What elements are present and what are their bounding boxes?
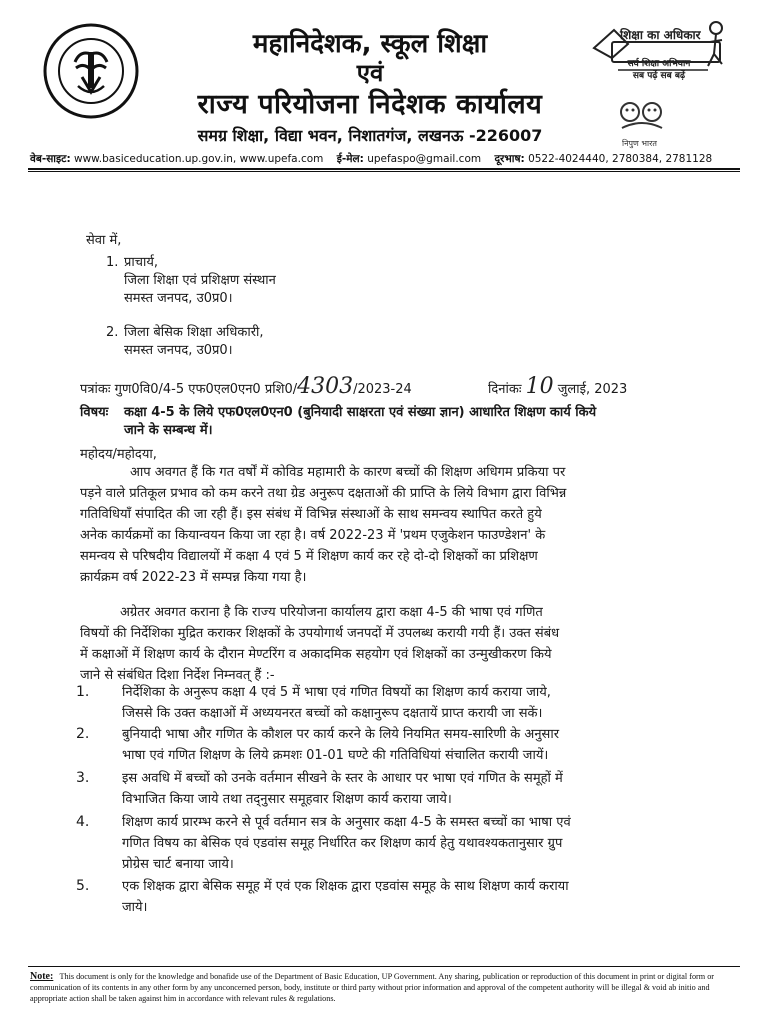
point-line: प्रोग्रेस चार्ट बनाया जाये। [122,857,234,872]
paragraph-1 [80,462,670,588]
header-divider-thin [28,171,740,172]
phone-numbers: 0522-4024440, 2780384, 2781128 [528,153,713,165]
rte-logo-text: शिक्षा का अधिकार [620,28,701,42]
point-line: जाये। [122,900,148,915]
paragraph-1-line: समन्वय से परिषदीय विद्यालयों में कक्षा 4 एवं 5 में शिक्षण कार्य कर रहे दो-दो शिक्षकों का प्रशिक्षण [80,549,538,564]
point-3-number: 3. [76,770,90,786]
paragraph-2-line: में कक्षाओं में शिक्षण कार्य के दौरान मेण्टरिंग व अकादमिक सहयोग एवं शिक्षकों का उन्मुखीकरण किये [80,647,552,662]
point-4-number: 4. [76,814,90,830]
salutation: महोदय/महोदया, [80,447,157,462]
reference-prefix: पत्रांकः गुण0वि0/4-5 एफ0एल0एन0 प्रशि0/ [80,382,298,397]
office-title-line2: एवं [356,59,384,87]
up-government-emblem [42,22,140,120]
office-address: समग्र शिक्षा, विद्या भवन, निशातगंज, लखनऊ -226007 [197,126,543,145]
ssa-tagline-line2: सब पढ़ें सब बढ़ें [632,71,686,81]
recipient2-line1: जिला बेसिक शिक्षा अधिकारी, [124,325,264,340]
office-title-line3: राज्य परियोजना निदेशक कार्यालय [197,89,543,120]
point-3-text [122,768,563,810]
paragraph-2-line: विषयों की निर्देशिका मुद्रित कराकर शिक्षकों के उपयोगार्थ जनपदों में उपलब्ध करायी गयी हैं। उक्त संबंध [80,626,560,641]
reference-suffix: /2023-24 [353,382,412,397]
footer-divider [28,966,740,967]
paragraph-1-line: गतिविधियाँ संपादित की जा रही हैं। इस संबंध में विभिन्न संस्थाओं के साथ समन्वय स्थापित करते हुये [80,507,542,522]
paragraph-2-line: जाने से संबंधित दिशा निर्देश निम्नवत् हैं :- [80,668,275,683]
recipient1-number: 1. [106,255,119,270]
point-line: भाषा एवं गणित शिक्षण के लिये क्रमशः 01-01 घण्टे की गतिविधियां संचालित करायी जायें। [122,748,549,763]
point-4-text [122,812,571,875]
point-line: गणित विषय का बेसिक एवं एडवांस समूह निर्धारित कर शिक्षण कार्य हेतु यथावश्यकतानुसार ग्रुप [122,836,563,851]
office-title-line1: महानिदेशक, स्कूल शिक्षा [252,29,488,59]
paragraph-1-line: आप अवगत हैं कि गत वर्षों में कोविड महामारी के कारण बच्चों की शिक्षण अधिगम प्रकिया पर [130,465,566,480]
point-1-number: 1. [76,684,90,700]
point-line: शिक्षण कार्य प्रारम्भ करने से पूर्व वर्तमान सत्र के अनुसार कक्षा 4-5 के समस्त बच्चों का भाषा एवं [122,815,571,830]
subject-line1: कक्षा 4-5 के लिये एफ0एल0एन0 (बुनियादी साक्षरता एवं संख्या ज्ञान) आधारित शिक्षण कार्य किये [124,405,597,420]
point-2-number: 2. [76,726,90,742]
seva-mein: सेवा में, [86,233,122,248]
point-line: निर्देशिका के अनुरूप कक्षा 4 एवं 5 में भाषा एवं गणित विषयों का शिक्षण कार्य कराया जाये, [122,685,551,700]
point-1-text [122,682,551,724]
recipient2-line2: समस्त जनपद, उ0प्र0। [124,343,233,358]
header-divider [28,168,740,170]
recipient2-number: 2. [106,325,119,340]
date-month-year: जुलाई, 2023 [557,382,628,397]
paragraph-2 [80,602,670,686]
recipient1-line3: समस्त जनपद, उ0प्र0। [124,291,233,306]
point-line: बुनियादी भाषा और गणित के कौशल पर कार्य करने के लिये नियमित समय-सारिणी के अनुसार [122,727,560,742]
point-line: एक शिक्षक द्वारा बेसिक समूह में एवं एक शिक्षक द्वारा एडवांस समूह के साथ शिक्षण कार्य कराया [122,879,569,894]
date-day-handwritten: 10 [525,374,554,399]
date-line [488,374,628,399]
note-label: Note: [30,971,54,982]
reference-number-handwritten: 4303 [297,374,354,399]
ssa-tagline-line1: सर्व शिक्षा अभियान [627,59,691,69]
ssa-tagline [604,58,714,82]
phone-label: दूरभाष: [494,153,525,165]
point-2-text [122,724,559,766]
recipient1-line2: जिला शिक्षा एवं प्रशिक्षण संस्थान [124,273,276,288]
footer-note [30,971,740,1004]
recipient1-line1: प्राचार्य, [124,255,159,270]
point-line: इस अवधि में बच्चों को उनके वर्तमान सीखने के स्तर के आधार पर भाषा एवं गणित के समूहों में [122,771,563,786]
reference-line [80,374,412,399]
nipun-bharat-logo [614,98,670,134]
point-line: जिससे कि उक्त कक्षाओं में अध्ययनरत बच्चों को कक्षानुरूप दक्षतायें प्राप्त करायी जा सकें। [122,706,543,721]
subject-label: विषयः [80,405,109,420]
note-text: This document is only for the knowledge and bonafide use of the Department of Basic Education, UP Government. Any sharing, publication or reproduction of this document in print or digital form or communication of its contents in any other form by any unconcerned person, body, institute or third party without prior information and approval of the competent authority will be illegal & void ab initio and appropriate action shall be taken against him in accordance with relevant rules & regulations. [30,972,715,1003]
point-line: विभाजित किया जाये तथा तद्नुसार समूहवार शिक्षण कार्य कराया जाये। [122,792,452,807]
subject-line2: जाने के सम्बन्ध में। [124,423,213,438]
contact-line [30,152,740,166]
date-label: दिनांकः [488,382,522,397]
email-address[interactable]: upefaspo@gmail.com [367,153,482,165]
email-label: ई-मेल: [336,153,364,165]
paragraph-2-line: अग्रेतर अवगत कराना है कि राज्य परियोजना कार्यालय द्वारा कक्षा 4-5 की भाषा एवं गणित [120,605,543,620]
point-5-text [122,876,569,918]
paragraph-1-line: अनेक कार्यक्रमों का कियान्वयन किया जा रहा है। वर्ष 2022-23 में 'प्रथम एजुकेशन फाउण्डेशन' के [80,528,546,543]
paragraph-1-line: पड़ने वाले प्रतिकूल प्रभाव को कम करने तथा ग्रेड अनुरूप दक्षताओं की प्राप्ति के लिये विभाग द्वारा विभिन्न [80,486,567,501]
nipun-bharat-label: निपुण भारत [622,139,657,148]
website-links[interactable]: www.basiceducation.up.gov.in, www.upefa.com [74,153,324,165]
paragraph-1-line: क्रार्यक्रम वर्ष 2022-23 में सम्पन्न किया गया है। [80,570,307,585]
point-5-number: 5. [76,878,90,894]
web-label: वेब-साइट: [30,153,71,165]
